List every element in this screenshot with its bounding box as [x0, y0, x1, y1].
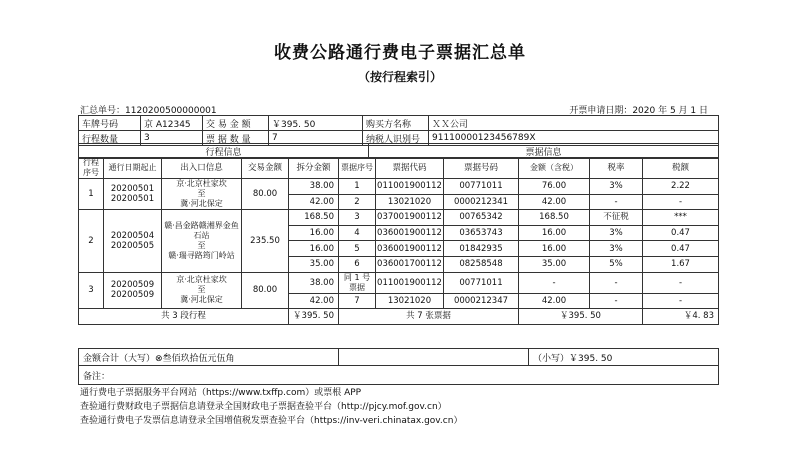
col-entry-exit: 出入口信息 — [162, 158, 242, 179]
ticket-rate: 3% — [590, 225, 643, 241]
column-header-row — [79, 158, 719, 179]
trip-date-start: 20200509 — [110, 280, 155, 291]
ticket-amount: 76.00 — [519, 179, 590, 195]
ticket-tax: - — [643, 293, 719, 309]
split-amount: 42.00 — [289, 194, 339, 210]
ticket-amount: 42.00 — [519, 194, 590, 210]
sum-small-label: （小写） — [533, 353, 570, 364]
summary-number-value: 1120200500000001 — [125, 106, 217, 116]
sum-small — [529, 349, 719, 366]
sum-uppercase — [79, 349, 339, 366]
trip-to: 赣·瑞寻路筠门岭站 — [168, 250, 235, 260]
trip-seq: 1 — [79, 179, 104, 210]
ticket-code: 13021020 — [376, 293, 444, 309]
ticket-tax: *** — [643, 210, 719, 226]
header-table — [78, 115, 719, 146]
plate-value: 京 A12345 — [141, 116, 203, 131]
apply-date-label: 开票申请日期： — [569, 106, 633, 116]
ticket-seq: 6 — [339, 256, 376, 272]
split-amount: 38.00 — [289, 179, 339, 195]
trip-date — [104, 272, 162, 309]
trip-entry-exit — [162, 272, 242, 309]
note-line: 查验通行费电子发票信息请登录全国增值税发票查验平台（https://inv-veri.chinatax.gov.cn） — [80, 416, 463, 426]
sum-small-value: ￥395. 50 — [569, 353, 613, 364]
ticket-no: 08258548 — [444, 256, 519, 272]
ticket-rate: 3% — [590, 179, 643, 195]
col-tax-rate: 税率 — [590, 158, 643, 179]
tax-total: ￥4. 83 — [643, 309, 719, 325]
ticket-tax: 1.67 — [643, 256, 719, 272]
ticket-seq: 1 — [339, 179, 376, 195]
ticket-rate: - — [590, 293, 643, 309]
trip-date-end: 20200509 — [110, 290, 155, 301]
ticket-amount: 168.50 — [519, 210, 590, 226]
trip-seq: 3 — [79, 272, 104, 309]
split-amount: 35.00 — [289, 256, 339, 272]
trips-total: 共 3 段行程 — [79, 309, 289, 325]
ticket-tax: 0.47 — [643, 225, 719, 241]
ticket-info-heading: 票据信息 — [369, 144, 719, 159]
taxid-label: 纳税人识别号 — [363, 131, 429, 146]
taxid-value: 91110000123456789X — [429, 131, 719, 146]
tickets-count-value: 7 — [269, 131, 363, 146]
ticket-seq: 4 — [339, 225, 376, 241]
remarks-row — [79, 366, 719, 385]
col-trip-seq: 行程序号 — [79, 158, 104, 179]
trip-entry-exit — [162, 210, 242, 272]
ticket-rate: 3% — [590, 241, 643, 257]
trip-entry-exit — [162, 179, 242, 210]
ticket-no: 00771011 — [444, 272, 519, 293]
ticket-code: 011001900112 — [376, 179, 444, 195]
table-row — [79, 179, 719, 195]
ticket-no: 01842935 — [444, 241, 519, 257]
remarks: 备注： — [79, 366, 719, 385]
trip-trade-amount: 80.00 — [242, 179, 289, 210]
col-ticket-no: 票据号码 — [444, 158, 519, 179]
ticket-seq: 5 — [339, 241, 376, 257]
ticket-amount: 42.00 — [519, 293, 590, 309]
trip-date-end: 20200505 — [110, 240, 155, 251]
tickets-count-label: 票 据 数 量 — [203, 131, 269, 146]
ticket-amount: - — [519, 272, 590, 293]
ticket-code: 036001900112 — [376, 241, 444, 257]
trip-date-start: 20200504 — [110, 230, 155, 241]
ticket-code: 13021020 — [376, 194, 444, 210]
header-row-1 — [79, 116, 719, 131]
ticket-no: 00765342 — [444, 210, 519, 226]
trip-date — [104, 179, 162, 210]
tickets-total: 共 7 张票据 — [339, 309, 519, 325]
ticket-code: 036001700112 — [376, 256, 444, 272]
ticket-tax: 0.47 — [643, 241, 719, 257]
split-amount: 16.00 — [289, 225, 339, 241]
col-split-amount: 拆分金额 — [289, 158, 339, 179]
trips-count-value: 3 — [141, 131, 203, 146]
trip-from: 京·北京杜家坎 — [176, 179, 227, 189]
trip-to-label: 至 — [197, 189, 206, 199]
ticket-seq: 3 — [339, 210, 376, 226]
apply-date-value: 2020 年 5 月 1 日 — [632, 106, 708, 116]
footer-notes — [80, 386, 462, 428]
trip-date-start: 20200501 — [110, 184, 155, 195]
trips-count-label: 行程数量 — [79, 131, 141, 146]
trip-to: 冀·河北保定 — [180, 295, 223, 305]
trip-from: 京·北京杜家坎 — [176, 275, 227, 285]
ticket-rate: - — [590, 194, 643, 210]
trip-to-label: 至 — [197, 285, 206, 295]
page-subtitle: （按行程索引） — [357, 70, 442, 84]
table-row — [79, 210, 719, 226]
table-row — [79, 272, 719, 293]
note-line: 通行费电子票据服务平台网站（https://www.txffp.com）或票根 APP — [80, 388, 362, 398]
sum-spacer — [339, 349, 529, 366]
trip-to: 冀·河北保定 — [180, 199, 223, 209]
amount-label: 交 易 金 额 — [203, 116, 269, 131]
col-amount-tax: 金额（含税） — [519, 158, 590, 179]
ticket-tax: - — [643, 194, 719, 210]
col-ticket-seq: 票据序号 — [339, 158, 376, 179]
ticket-seq: 同 1 号票据 — [339, 272, 376, 293]
trip-date — [104, 210, 162, 272]
buyer-label: 购买方名称 — [363, 116, 429, 131]
sum-table — [78, 348, 719, 385]
sum-uppercase-value: ⊗叁佰玖拾伍元伍角 — [155, 353, 235, 364]
trip-to-label: 至 — [197, 240, 206, 250]
ticket-no: 0000212341 — [444, 194, 519, 210]
amount-total: ￥395. 50 — [519, 309, 643, 325]
ticket-no: 00771011 — [444, 179, 519, 195]
buyer-value: ＸＸ公司 — [429, 116, 719, 131]
ticket-rate: 不征税 — [590, 210, 643, 226]
totals-row — [79, 309, 719, 325]
trip-info-heading: 行程信息 — [79, 144, 369, 159]
ticket-amount: 16.00 — [519, 225, 590, 241]
plate-label: 车牌号码 — [79, 116, 141, 131]
sum-label: 金额合计（大写） — [83, 353, 156, 364]
split-amount: 168.50 — [289, 210, 339, 226]
split-amount: 38.00 — [289, 272, 339, 293]
ticket-amount: 16.00 — [519, 241, 590, 257]
ticket-code: 036001900112 — [376, 225, 444, 241]
col-trip-date: 通行日期起止 — [104, 158, 162, 179]
amount-value: ￥395. 50 — [269, 116, 363, 131]
col-trade-amount: 交易金额 — [242, 158, 289, 179]
ticket-amount: 35.00 — [519, 256, 590, 272]
split-amount: 16.00 — [289, 241, 339, 257]
ticket-tax: - — [643, 272, 719, 293]
ticket-code: 037001900112 — [376, 210, 444, 226]
ticket-seq: 7 — [339, 293, 376, 309]
col-ticket-code: 票据代码 — [376, 158, 444, 179]
ticket-no: 03653743 — [444, 225, 519, 241]
trip-from: 赣·昌金路赣湘界金鱼石站 — [164, 220, 239, 240]
ticket-no: 0000212347 — [444, 293, 519, 309]
sum-row — [79, 349, 719, 366]
trip-trade-amount: 235.50 — [242, 210, 289, 272]
note-line: 查验通行费财政电子票据信息请登录全国财政电子票据查验平台（http://pjcy.mof.gov.cn） — [80, 402, 447, 412]
trip-trade-amount: 80.00 — [242, 272, 289, 309]
split-total: ￥395. 50 — [289, 309, 339, 325]
page-title: 收费公路通行费电子票据汇总单 — [274, 43, 526, 63]
summary-number-label: 汇总单号： — [80, 106, 126, 116]
trip-seq: 2 — [79, 210, 104, 272]
split-amount: 42.00 — [289, 293, 339, 309]
ticket-tax: 2.22 — [643, 179, 719, 195]
ticket-rate: 5% — [590, 256, 643, 272]
ticket-code: 011001900112 — [376, 272, 444, 293]
detail-table — [78, 157, 719, 325]
trip-date-end: 20200501 — [110, 194, 155, 205]
ticket-rate: - — [590, 272, 643, 293]
col-tax: 税额 — [643, 158, 719, 179]
ticket-seq: 2 — [339, 194, 376, 210]
